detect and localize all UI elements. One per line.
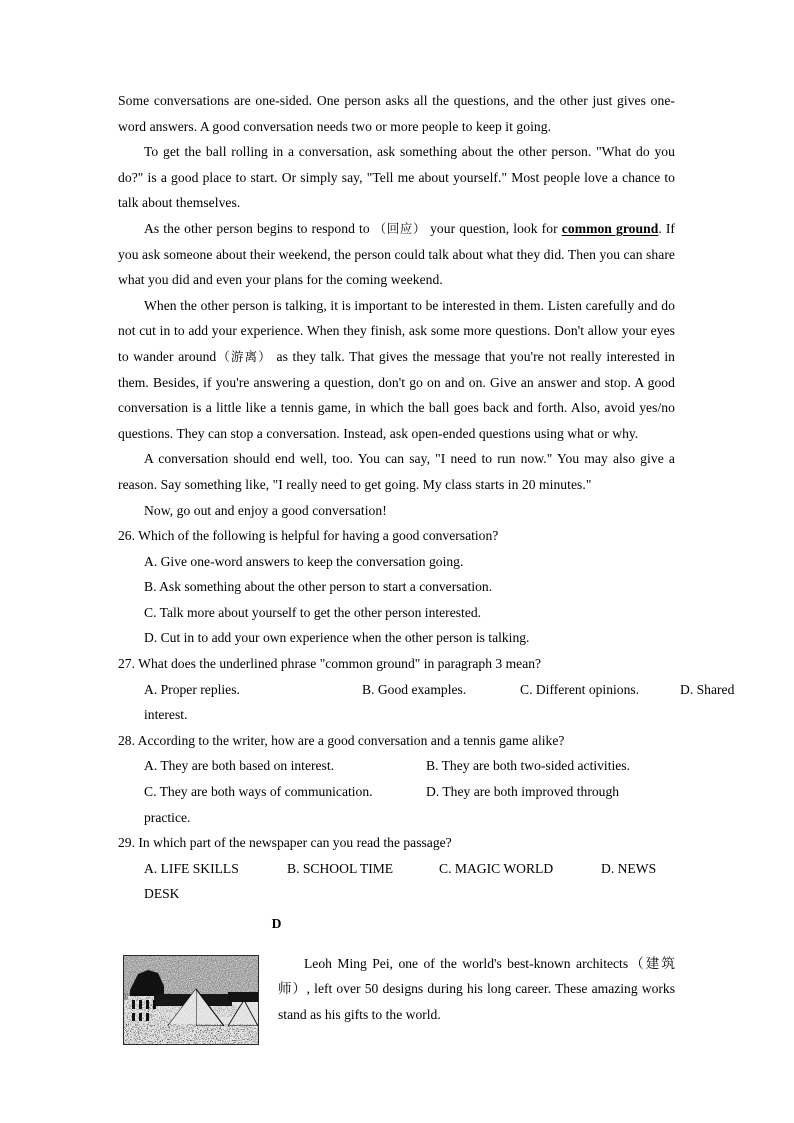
para4-text-tail: as they talk. That gives the message that you're not really interested in them. Besides, if you're answering a question, don't go on and on. Give an answer and stop. A good conversation is a little like a tennis game, in which the ball goes back and forth. Also, avoid yes/no questions. They can stop a conversation. Instead, ask open-ended questions using what or why.: [118, 348, 675, 441]
passage-paragraph-3: [118, 216, 675, 293]
para3-text-before-gloss: As the other person begins to respond to: [144, 220, 374, 236]
question-29-text: In which part of the newspaper can you read the passage?: [138, 835, 452, 851]
passage-paragraph-6: Now, go out and enjoy a good conversation!: [144, 502, 387, 518]
question-27-option-d-wrap[interactable]: interest.: [144, 707, 188, 723]
section-label-d: D: [271, 916, 282, 931]
question-26: [118, 523, 675, 651]
section-d-intro-text: [278, 951, 675, 1028]
question-28-number: 28.: [118, 732, 135, 748]
question-27: [118, 651, 735, 728]
question-27-text: What does the underlined phrase "common ground" in paragraph 3 mean?: [138, 656, 542, 672]
section-d-intro-line1: Leoh Ming Pei, one of the world's best-known architects（建筑: [304, 955, 675, 971]
question-29-option-c[interactable]: C. MAGIC WORLD: [439, 860, 554, 876]
question-29-number: 29.: [118, 835, 135, 851]
question-29: [118, 830, 675, 907]
question-28-option-d-wrap[interactable]: practice.: [144, 809, 191, 825]
section-d-intro-block: [118, 951, 675, 1047]
passage-paragraph-1: Some conversations are one-sided. One person asks all the questions, and the other just gives one-word answers. A good conversation needs two or more people to keep it going.: [118, 93, 675, 134]
question-27-option-b[interactable]: B. Good examples.: [362, 681, 467, 697]
question-28-option-d[interactable]: D. They are both improved through: [426, 784, 620, 800]
question-26-stem: [118, 523, 675, 549]
para3-text-tail: . If you ask someone about their weekend, the person could talk about what they did. Then you can share what you did and even your plans for the coming weekend.: [118, 220, 676, 288]
question-26-option-c[interactable]: C. Talk more about yourself to get the other person interested.: [144, 604, 482, 620]
gloss-wander-around: （游离）: [216, 348, 272, 364]
para3-text-after-gloss: your question, look for: [426, 220, 562, 236]
question-27-stem: [118, 651, 675, 677]
question-29-stem: [118, 830, 675, 856]
question-29-option-b[interactable]: B. SCHOOL TIME: [287, 860, 394, 876]
question-26-option-d[interactable]: D. Cut in to add your own experience when the other person is talking.: [144, 630, 530, 646]
question-28-option-a[interactable]: A. They are both based on interest.: [144, 758, 335, 774]
question-29-option-d[interactable]: D. NEWS: [601, 860, 657, 876]
question-27-options: [118, 677, 735, 703]
worksheet-page: [118, 88, 735, 1047]
underlined-phrase-common-ground: common ground: [561, 220, 659, 236]
passage-paragraph-5: A conversation should end well, too. You can say, "I need to run now." You may also give a reason. Say something like, "I really need to get going. My class starts in 20 minutes.": [118, 451, 675, 492]
question-28-stem: [118, 728, 675, 754]
gloss-respond-to: （回应）: [373, 220, 427, 236]
question-29-options: [118, 856, 675, 882]
question-29-option-a[interactable]: A. LIFE SKILLS: [144, 860, 239, 876]
section-d-intro-line2: 师）, left over 50 designs during his long career. These amazing works stand as his gifts to the world.: [278, 981, 675, 1022]
question-26-text: Which of the following is helpful for having a good conversation?: [138, 528, 499, 544]
question-28-options-row-2: [118, 779, 675, 805]
passage-paragraph-4: [118, 293, 675, 447]
question-28: [118, 728, 675, 830]
question-28-option-c[interactable]: C. They are both ways of communication.: [144, 784, 373, 800]
question-27-option-d[interactable]: D. Shared: [680, 681, 735, 697]
question-28-options-row-1: [118, 753, 675, 779]
question-26-option-b[interactable]: B. Ask something about the other person to start a conversation.: [144, 579, 493, 595]
question-28-option-b[interactable]: B. They are both two-sided activities.: [426, 758, 630, 774]
question-29-option-d-wrap[interactable]: DESK: [144, 886, 180, 902]
question-27-number: 27.: [118, 656, 135, 672]
question-28-text: According to the writer, how are a good conversation and a tennis game alike?: [137, 732, 565, 748]
louvre-pyramid-photo: [123, 955, 259, 1045]
passage-paragraph-2: To get the ball rolling in a conversation, ask something about the other person. "What do you do?" is a good place to start. Or simply say, "Tell me about yourself." Most people love a chance to talk about themselves.: [118, 144, 675, 211]
para4-text-before-gloss: When the other person is talking, it is important to be interested in them. Listen carefully and do not cut in to add your experience. When they finish, ask some more questions. Don't allow your eyes to wander around: [118, 297, 675, 364]
question-26-number: 26.: [118, 528, 135, 544]
question-27-option-a[interactable]: A. Proper replies.: [144, 681, 240, 697]
question-27-option-c[interactable]: C. Different opinions.: [520, 681, 640, 697]
question-26-option-a[interactable]: A. Give one-word answers to keep the conversation going.: [144, 553, 464, 569]
